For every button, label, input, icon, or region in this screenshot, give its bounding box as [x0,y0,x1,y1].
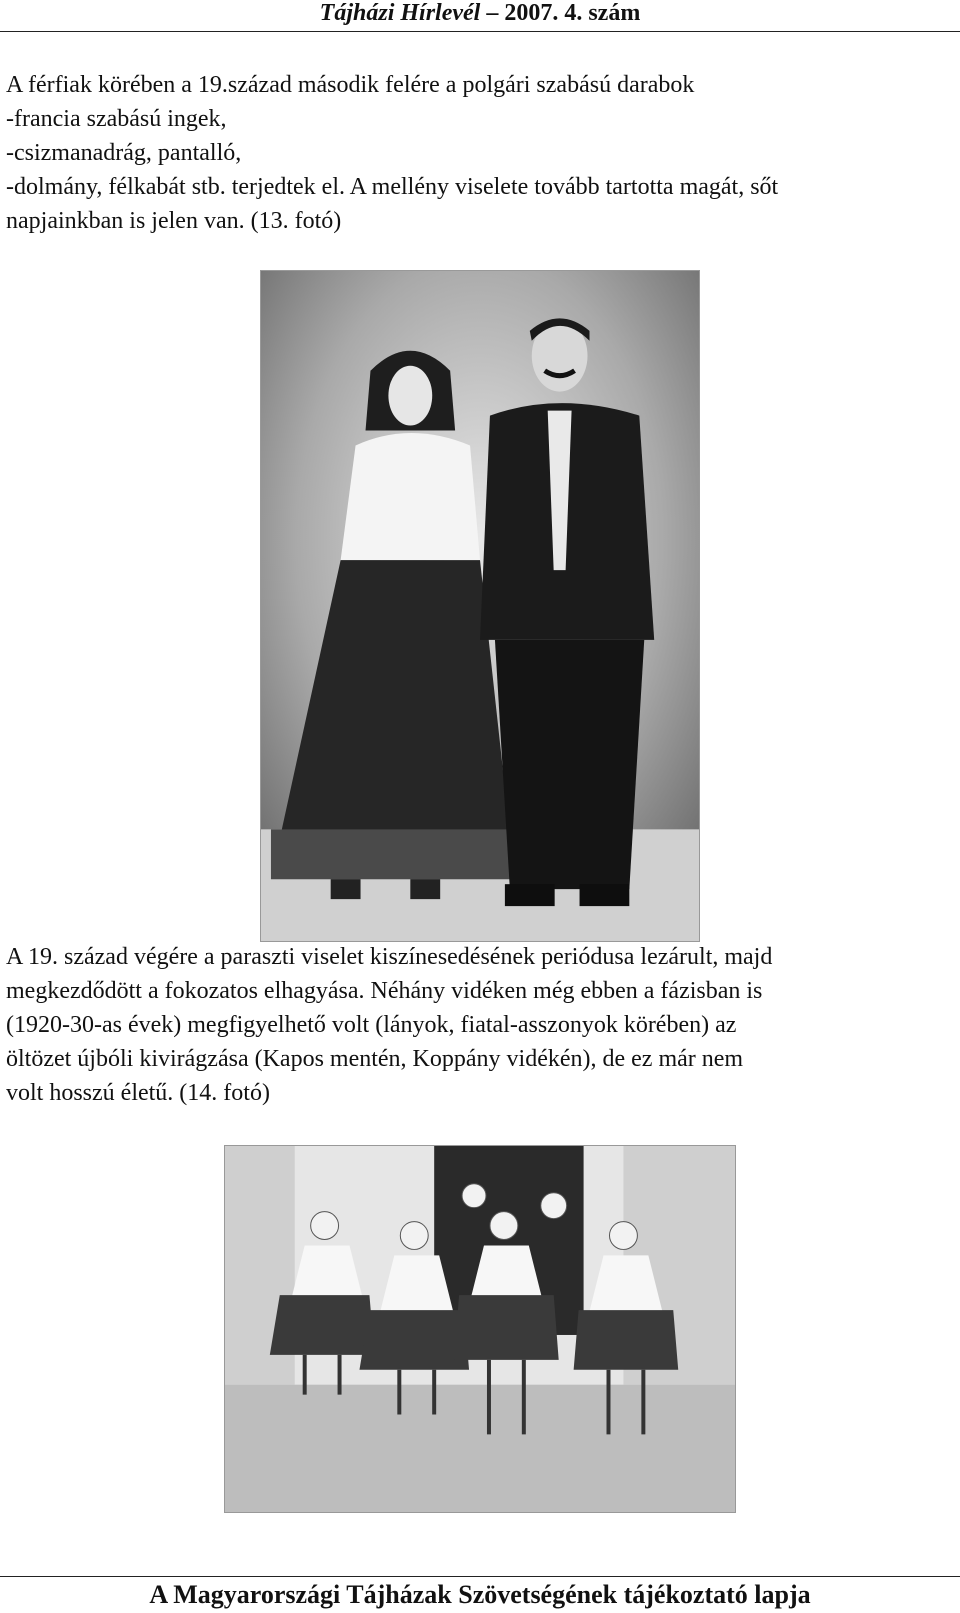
page-header [0,0,960,32]
text-line: megkezdődött a fokozatos elhagyása. Néhány vidéken még ebben a fázisban is [6,978,763,1004]
text-line: -dolmány, félkabát stb. terjedtek el. A mellény viselete tovább tartotta magát, sőt [6,174,779,200]
text-line: öltözet újbóli kivirágzása (Kapos mentén, Koppány vidékén), de ez már nem [6,1046,744,1072]
issue-label: – 2007. 4. szám [480,0,641,26]
photo-girls-in-folk-dress [224,1145,736,1513]
page-footer: A Magyarországi Tájházak Szövetségének tájékoztató lapja [0,1576,960,1613]
text-line: volt hosszú életű. (14. fotó) [6,1080,270,1106]
text-line: A 19. század végére a paraszti viselet kiszínesedésének periódusa lezárult, majd [6,944,773,970]
text-line: (1920-30-as évek) megfigyelhető volt (lányok, fiatal-asszonyok körében) az [6,1012,737,1038]
text-line: napjainkban is jelen van. (13. fotó) [6,208,342,234]
text-line: -csizmanadrág, pantalló, [6,140,242,166]
text-line: -francia szabású ingek, [6,106,227,132]
text-line: A férfiak körében a 19.század második felére a polgári szabású darabok [6,72,695,98]
newsletter-title: Tájházi Hírlevél [319,0,481,26]
couple-illustration [261,271,699,941]
paragraph-men-clothing [6,68,956,238]
photo-couple-portrait [260,270,700,942]
paragraph-folk-costume [6,940,956,1110]
girls-illustration [225,1146,735,1512]
